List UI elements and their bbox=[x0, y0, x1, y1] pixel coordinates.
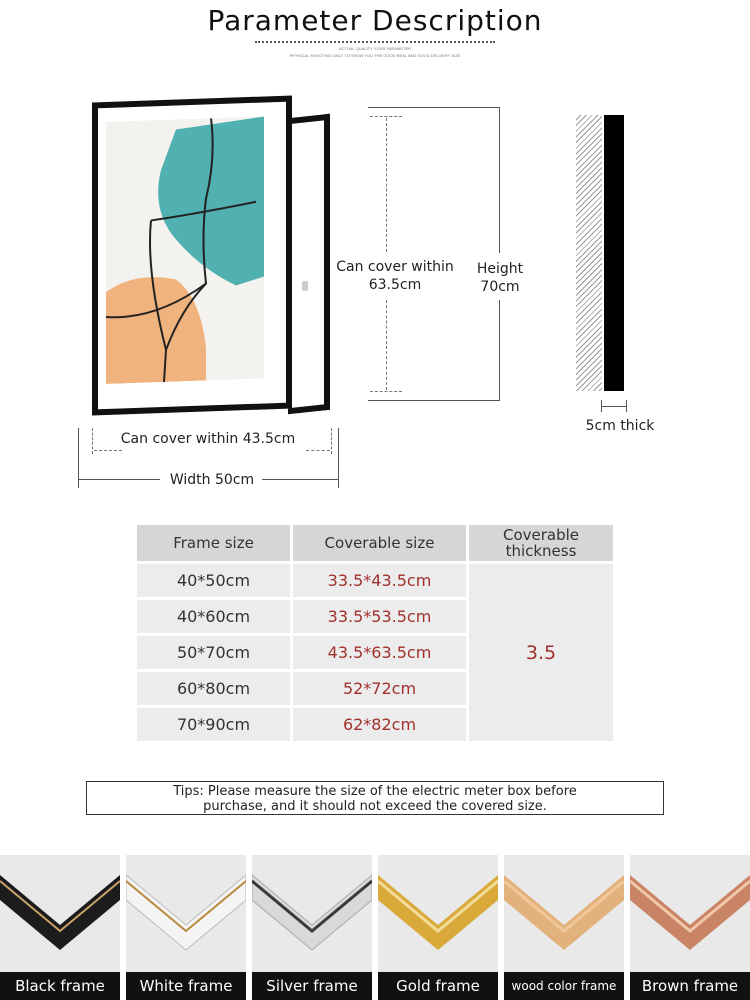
abstract-artwork bbox=[106, 116, 264, 384]
width-cover-right-dash bbox=[306, 450, 330, 451]
height-line-bottom bbox=[499, 300, 500, 400]
height-total-label: Height 70cm bbox=[476, 261, 524, 295]
swatch-label: Black frame bbox=[0, 972, 120, 1000]
frame-knob bbox=[302, 281, 308, 291]
table-header-row bbox=[137, 525, 613, 561]
coverable-thickness-cell: 3.5 bbox=[469, 564, 613, 741]
frame-size-cell: 70*90cm bbox=[137, 708, 290, 741]
height-cover-label: Can cover within 63.5cm bbox=[336, 259, 454, 293]
frame-size-cell: 40*50cm bbox=[137, 564, 290, 597]
coverable-size-cell: 52*72cm bbox=[293, 672, 466, 705]
width-line-right bbox=[262, 479, 338, 480]
wall-hatch bbox=[576, 115, 602, 391]
header-coverable-thickness bbox=[469, 525, 613, 561]
gold-frame-corner-image bbox=[378, 855, 498, 963]
swatch-black-frame bbox=[0, 855, 120, 1000]
swatch-label: wood color frame bbox=[504, 972, 624, 1000]
page-title: Parameter Description bbox=[207, 4, 543, 37]
width-total-label: Width 50cm bbox=[169, 472, 255, 488]
swatch-label: Silver frame bbox=[252, 972, 372, 1000]
swatch-wood-frame bbox=[504, 855, 624, 1000]
tips-line-2: purchase, and it should not exceed the covered size. bbox=[203, 799, 547, 814]
header-coverable-size: Coverable size bbox=[293, 525, 466, 561]
height-line-top bbox=[499, 107, 500, 253]
height-cover-bottom-dash bbox=[370, 391, 402, 392]
tips-box bbox=[86, 781, 664, 815]
swatch-label: Gold frame bbox=[378, 972, 498, 1000]
width-cover-left-dash bbox=[94, 450, 122, 451]
width-right-edge bbox=[338, 428, 339, 488]
header-frame-size: Frame size bbox=[137, 525, 290, 561]
frame-side-profile bbox=[604, 115, 624, 391]
height-cover-top-dash bbox=[370, 116, 402, 117]
height-cover-line-bottom bbox=[386, 300, 387, 390]
wood-frame-corner-image bbox=[504, 855, 624, 963]
silver-frame-corner-image bbox=[252, 855, 372, 963]
swatch-brown-frame bbox=[630, 855, 750, 1000]
thick-line bbox=[601, 406, 627, 407]
header-note-1: ACTUAL QUALITY YOUR PARAMETER bbox=[338, 46, 412, 51]
size-table bbox=[134, 522, 616, 744]
frame-size-cell: 60*80cm bbox=[137, 672, 290, 705]
frame-size-cell: 40*60cm bbox=[137, 600, 290, 633]
swatch-silver-frame bbox=[252, 855, 372, 1000]
swatch-label: Brown frame bbox=[630, 972, 750, 1000]
tips-line-1: Tips: Please measure the size of the electric meter box before bbox=[173, 784, 577, 799]
open-frame-door bbox=[288, 114, 330, 414]
coverable-size-cell: 33.5*53.5cm bbox=[293, 600, 466, 633]
height-cover-line-top bbox=[386, 118, 387, 252]
width-cover-left-tick bbox=[92, 428, 93, 454]
title-divider bbox=[255, 41, 495, 43]
thickness-label: 5cm thick bbox=[585, 418, 655, 434]
width-cover-right-tick bbox=[331, 428, 332, 454]
swatch-white-frame bbox=[126, 855, 246, 1000]
height-bottom-edge bbox=[368, 400, 500, 401]
coverable-size-cell: 62*82cm bbox=[293, 708, 466, 741]
swatch-gold-frame bbox=[378, 855, 498, 1000]
width-line-left bbox=[78, 479, 160, 480]
brown-frame-corner-image bbox=[630, 855, 750, 963]
coverable-size-cell: 43.5*63.5cm bbox=[293, 636, 466, 669]
table-row bbox=[137, 564, 613, 597]
coverable-size-cell: 33.5*43.5cm bbox=[293, 564, 466, 597]
header-thickness-text: Coverable thickness bbox=[502, 526, 580, 560]
width-cover-label: Can cover within 43.5cm bbox=[120, 431, 296, 447]
frame-illustration bbox=[92, 96, 292, 416]
swatch-label: White frame bbox=[126, 972, 246, 1000]
header-note-2: PHYSICAL SHOOTING ONLY TO SHOW YOU THE GOOD REAL AND GOOD DELIVERY SIZE bbox=[289, 53, 461, 58]
black-frame-corner-image bbox=[0, 855, 120, 963]
frame-size-cell: 50*70cm bbox=[137, 636, 290, 669]
white-frame-corner-image bbox=[126, 855, 246, 963]
height-top-edge bbox=[368, 107, 500, 108]
